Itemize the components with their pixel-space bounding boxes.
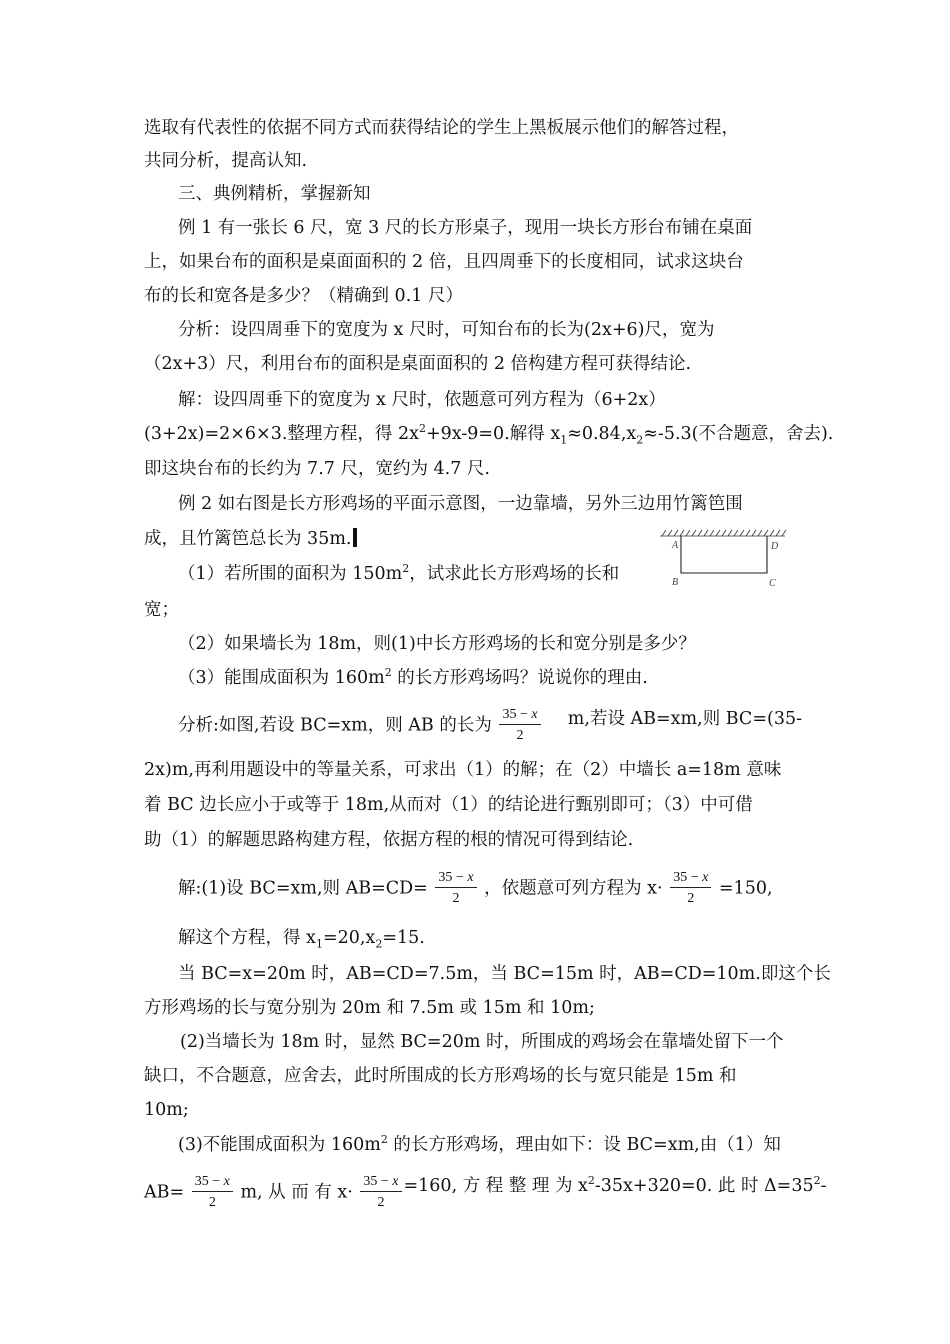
label-d: D — [771, 541, 779, 552]
text-run: - — [820, 1176, 827, 1196]
fraction-denominator: 2 — [687, 891, 695, 906]
example-2-solution: 缺口，不合题意，应舍去，此时所围成的长方形鸡场的长与宽只能是 15m 和 — [144, 1066, 737, 1086]
subscript: 2 — [636, 433, 644, 447]
fraction-numerator — [670, 869, 711, 888]
example-2-line: 例 2 如右图是长方形鸡场的平面示意图，一边靠墙，另外三边用竹篱笆围 — [178, 494, 743, 514]
text-run — [404, 1174, 827, 1212]
variable: x — [392, 1174, 399, 1189]
text-run: m, 从 而 有 x· — [240, 1182, 353, 1203]
text-run: =150, — [718, 878, 773, 899]
text-run: ≈-5.3(不合题意，舍去). — [643, 424, 834, 444]
subscript: 1 — [315, 937, 323, 951]
fraction-numerator — [435, 869, 476, 888]
text-run: =15. — [382, 928, 425, 948]
subscript: 1 — [560, 433, 568, 447]
variable: x — [531, 707, 538, 722]
text-cursor — [353, 528, 357, 547]
superscript: 2 — [384, 666, 392, 680]
example-1-analysis: （2x+3）尺，利用台布的面积是桌面面积的 2 倍构建方程可获得结论. — [144, 354, 692, 374]
variable: x — [223, 1174, 230, 1189]
example-1-line: 例 1 有一张长 6 尺，宽 3 尺的长方形桌子，现用一块长方形台布铺在桌面 — [178, 218, 753, 238]
fraction — [435, 869, 476, 907]
text-run: +9x-9=0.解得 x — [425, 424, 561, 444]
example-2-question — [178, 562, 619, 586]
example-2-solution — [178, 926, 425, 950]
text-run: 成，且竹篱笆总长为 35m. — [144, 529, 352, 549]
text-run: 的长方形鸡场，理由如下：设 BC=xm,由（1）知 — [387, 1135, 781, 1155]
example-1-solution: 即这块台布的长约为 7.7 尺，宽约为 4.7 尺. — [144, 459, 490, 479]
text-run: ≈0.84,x — [567, 424, 637, 444]
paragraph-line: 共同分析，提高认知. — [144, 151, 308, 171]
text-run: 解:(1)设 BC=xm,则 AB=CD= — [178, 878, 428, 899]
fraction — [670, 869, 711, 907]
example-2-solution: 10m; — [144, 1100, 189, 1120]
label-b: B — [672, 577, 679, 588]
fraction-numerator — [192, 1173, 233, 1192]
example-2-solution — [144, 1174, 827, 1212]
fraction-denominator: 2 — [208, 1195, 216, 1210]
text-run: （1）若所围的面积为 150m — [178, 564, 403, 584]
subscript: 2 — [375, 937, 383, 951]
example-2-question — [178, 666, 648, 690]
example-2-question: 宽； — [144, 600, 179, 620]
example-1-line: 布的长和宽各是多少？（精确到 0.1 尺） — [144, 286, 463, 306]
text-run: =160, 方 程 整 理 为 x — [403, 1176, 588, 1196]
example-2-analysis: 2x)m,再利用题设中的等量关系，可求出（1）的解；在（2）中墙长 a=18m 意味 — [144, 760, 782, 780]
label-a: A — [672, 540, 679, 551]
fraction — [192, 1173, 233, 1211]
text-run: ，试求此长方形鸡场的长和 — [409, 564, 620, 584]
fraction-denominator: 2 — [516, 728, 524, 743]
superscript: 2 — [402, 562, 410, 576]
text-run: (3)不能围成面积为 160m — [178, 1135, 381, 1155]
text-run: 解这个方程，得 x — [178, 928, 316, 948]
fraction-numerator — [360, 1173, 401, 1192]
text-run: 35 − — [502, 707, 532, 722]
text-run: =20,x — [322, 928, 376, 948]
text-run: -35x+320=0. 此 时 Δ=35 — [594, 1176, 814, 1196]
superscript: 2 — [587, 1174, 595, 1188]
fraction-numerator — [499, 706, 540, 725]
example-2-question: （2）如果墙长为 18m，则(1)中长方形鸡场的长和宽分别是多少？ — [178, 634, 696, 654]
example-1-solution: 解：设四周垂下的宽度为 x 尺时，依题意可列方程为（6+2x） — [178, 390, 666, 410]
text-run: 35 − — [438, 870, 468, 885]
variable: x — [467, 870, 474, 885]
text-run: 35 − — [194, 1174, 224, 1189]
chicken-farm-diagram — [657, 528, 789, 594]
example-2-solution: 当 BC=x=20m 时，AB=CD=7.5m，当 BC=15m 时，AB=CD=10m.即这个长 — [178, 964, 831, 984]
superscript: 2 — [418, 422, 426, 436]
fence — [681, 536, 767, 573]
text-run: 的长方形鸡场吗？说说你的理由. — [391, 668, 648, 688]
fraction — [360, 1173, 401, 1211]
paragraph-line: 选取有代表性的依据不同方式而获得结论的学生上黑板展示他们的解答过程， — [144, 118, 739, 138]
fraction-denominator: 2 — [377, 1195, 385, 1210]
fraction — [499, 706, 540, 744]
example-1-solution — [144, 422, 833, 446]
text-run — [144, 1174, 404, 1212]
superscript: 2 — [813, 1174, 821, 1188]
example-2-solution — [178, 1133, 781, 1157]
fraction-denominator: 2 — [452, 891, 460, 906]
label-c: C — [769, 578, 776, 589]
text-run: 35 − — [673, 870, 703, 885]
text-run: 分析:如图,若设 BC=xm，则 AB 的长为 — [178, 715, 492, 736]
wall-hatching — [660, 530, 786, 536]
example-2-line — [144, 527, 357, 551]
superscript: 2 — [380, 1133, 388, 1147]
text-run: ，依题意可列方程为 x· — [484, 878, 663, 899]
text-run — [178, 707, 543, 745]
text-run: 35 − — [363, 1174, 393, 1189]
example-1-analysis: 分析：设四周垂下的宽度为 x 尺时，可知台布的长为(2x+6)尺，宽为 — [178, 320, 715, 340]
example-2-solution — [178, 870, 773, 908]
text-run: (3+2x)=2×6×3.整理方程，得 2x — [144, 424, 419, 444]
example-1-line: 上，如果台布的面积是桌面面积的 2 倍，且四周垂下的长度相同，试求这块台 — [144, 252, 744, 272]
variable: x — [702, 870, 709, 885]
example-2-solution: (2)当墙长为 18m 时，显然 BC=20m 时，所围成的鸡场会在靠墙处留下一个 — [180, 1032, 784, 1052]
text-run: AB= — [144, 1182, 185, 1203]
text-run: （3）能围成面积为 160m — [178, 668, 385, 688]
example-2-analysis: 着 BC 边长应小于或等于 18m,从而对（1）的结论进行甄别即可；（3）中可借 — [144, 795, 753, 815]
section-heading: 三、典例精析，掌握新知 — [178, 184, 371, 204]
example-2-solution: 方形鸡场的长与宽分别为 20m 和 7.5m 或 15m 和 10m; — [144, 998, 595, 1018]
example-2-analysis — [178, 707, 802, 745]
text-run: m,若设 AB=xm,则 BC=(35- — [567, 709, 802, 729]
example-2-analysis: 助（1）的解题思路构建方程，依据方程的根的情况可得到结论. — [144, 830, 634, 850]
